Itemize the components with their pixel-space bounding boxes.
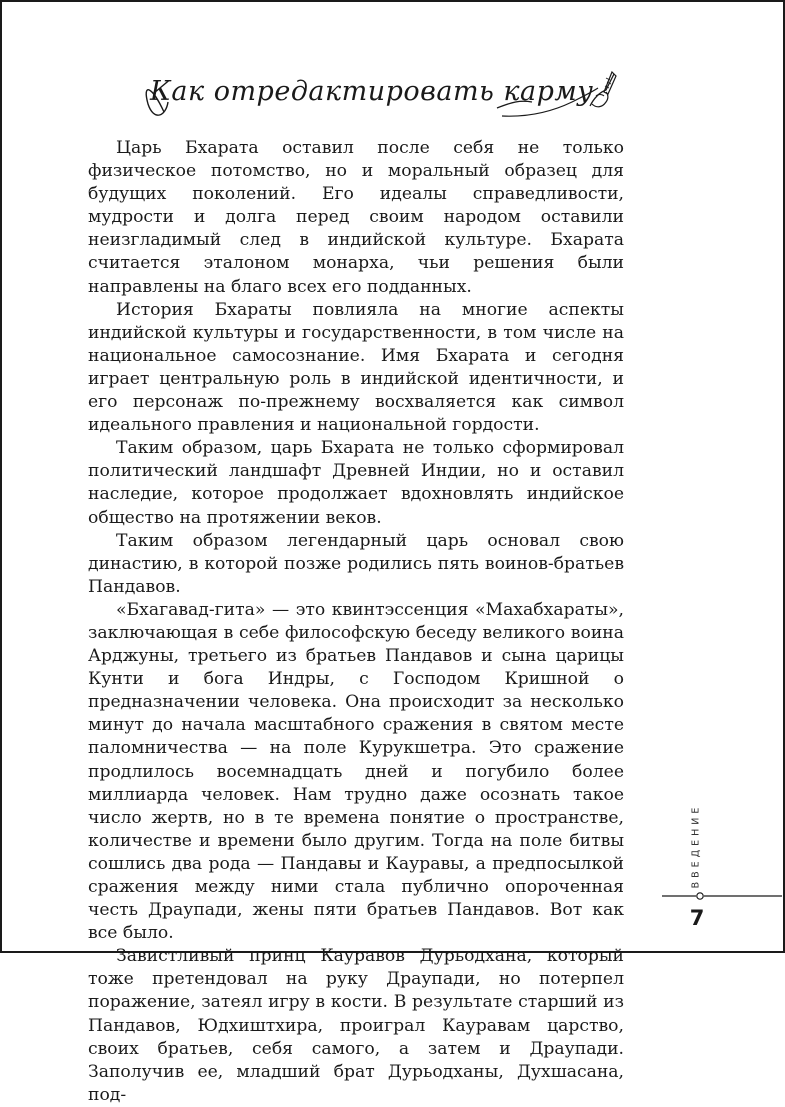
paragraph: Таким образом легендарный царь основал свою династию, в которой позже родились пять воинов-братьев Пандавов. bbox=[88, 530, 624, 597]
body-text bbox=[88, 137, 624, 1107]
paragraph: «Бхагавад-гита» — это квинтэссенция «Махабхараты», заключающая в себе философскую беседу великого воина Арджуны, третьего из братьев Пандавов и сына царицы Кунти и бога Индры, с Господом Кришной о предназначении человека. Она происходит за несколько минут до начала масштабного сражения в святом месте паломничества — на поле Курукшетра. Это сражение продлилось восемнадцать дней и погубило более миллиарда человек. Нам трудно даже осознать такое число жертв, но в те времена понятие о пространстве, количестве и времени было другим. Тогда на поле битвы сошлись два рода — Пандавы и Кауравы, а предпосылкой сражения между ними стала публично опороченная честь Драупади, жены пяти братьев Пандавов. Вот как все было. bbox=[88, 599, 624, 944]
section-label bbox=[689, 803, 703, 889]
running-head-title: Как отредактировать карму bbox=[150, 76, 594, 107]
section-divider bbox=[662, 890, 782, 902]
section-label-text: ВВЕДЕНИЕ bbox=[690, 803, 702, 889]
paragraph: Таким образом, царь Бхарата не только сформировал политический ландшафт Древней Индии, но и оставил наследие, которое продолжает вдохновлять индийское общество на протяжении веков. bbox=[88, 438, 624, 528]
running-head bbox=[102, 64, 622, 134]
page-number: 7 bbox=[689, 906, 705, 930]
pen-in-hand-icon bbox=[582, 66, 622, 114]
paragraph: История Бхараты повлияла на многие аспекты индийской культуры и государственности, в том числе на национальное самосознание. Имя Бхарата и сегодня играет центральную роль в индийской идентичности, и его персонаж по-прежнему восхваляется как символ идеального правления и национальной гордости. bbox=[88, 299, 624, 436]
paragraph: Царь Бхарата оставил после себя не только физическое потомство, но и моральный образец для будущих поколений. Его идеалы справедливости, мудрости и долга перед своим народом оставили неизгладимый след в индийской культуре. Бхарата считается эталоном монарха, чьи решения были направлены на благо всех его подданных. bbox=[88, 138, 624, 297]
paragraph: Завистливый принц Кауравов Дурьодхана, который тоже претендовал на руку Драупади, но потерпел поражение, затеял игру в кости. В результате старший из Пандавов, Юдхиштхира, проиграл Кауравам царство, своих братьев, себя самого, а затем и Драупади. Заполучив ее, младший брат Дурьодханы, Духшасана, под- bbox=[88, 946, 624, 1105]
